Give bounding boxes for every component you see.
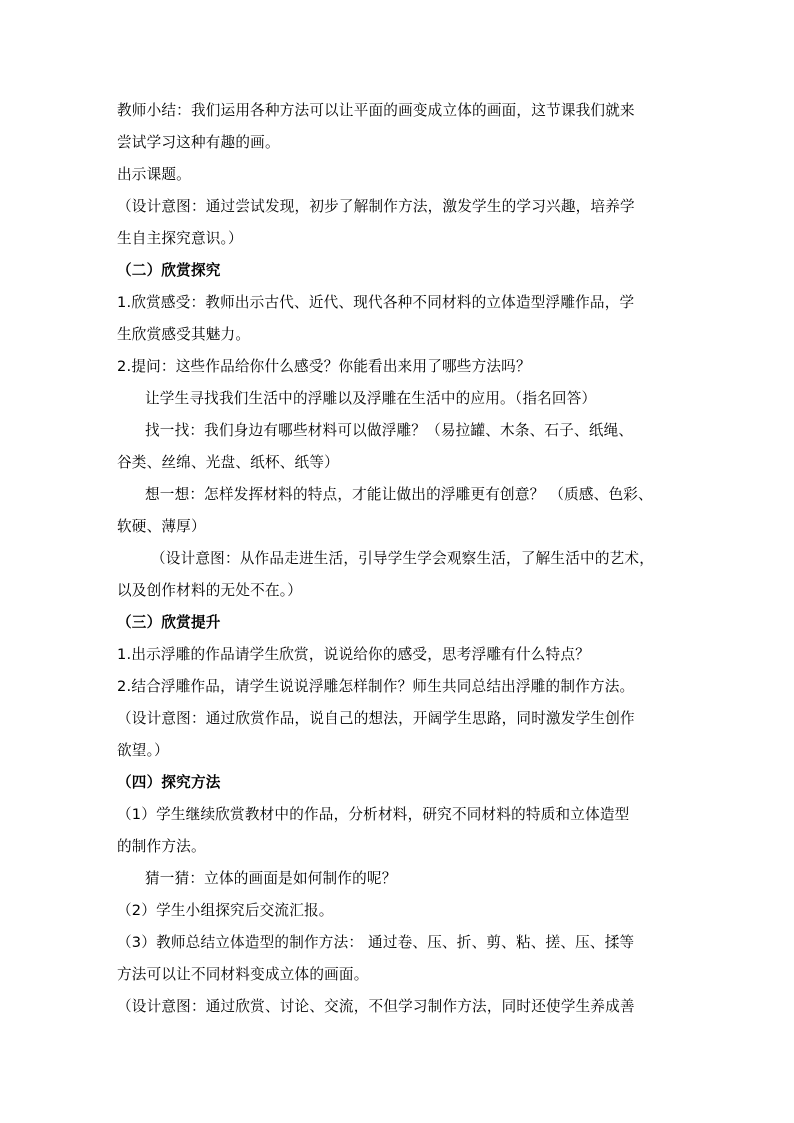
text-line: 教师小结：我们运用各种方法可以让平面的画变成立体的画面，这节课我们就来 bbox=[117, 102, 635, 119]
section-heading: （三）欣赏提升 bbox=[117, 614, 221, 631]
text-line: （3）教师总结立体造型的制作方法： 通过卷、压、折、剪、粘、搓、压、揉等 bbox=[117, 934, 635, 951]
text-line: 的制作方法。 bbox=[117, 838, 206, 855]
text-line: （1）学生继续欣赏教材中的作品，分析材料，研究不同材料的特质和立体造型 bbox=[117, 806, 630, 823]
text-line: 欲望。） bbox=[117, 742, 169, 759]
text-line: 1.欣赏感受：教师出示古代、近代、现代各种不同材料的立体造型浮雕作品，学 bbox=[117, 294, 635, 311]
text-line: 让学生寻找我们生活中的浮雕以及浮雕在生活中的应用。（指名回答） bbox=[145, 390, 597, 407]
text-line: 找一找：我们身边有哪些材料可以做浮雕？（易拉罐、木条、石子、纸绳、 bbox=[145, 422, 634, 439]
text-line: 生欣赏感受其魅力。 bbox=[117, 326, 251, 343]
section-heading: （二）欣赏探究 bbox=[117, 262, 221, 279]
text-line: 2.结合浮雕作品，请学生说说浮雕怎样制作？师生共同总结出浮雕的制作方法。 bbox=[117, 678, 635, 695]
text-line: （设计意图：通过欣赏作品，说自己的想法，开阔学生思路，同时激发学生创作 bbox=[117, 710, 635, 727]
text-line: （设计意图：通过尝试发现，初步了解制作方法，激发学生的学习兴趣，培养学 bbox=[117, 198, 635, 215]
text-line: （设计意图：通过欣赏、讨论、交流，不但学习制作方法，同时还使学生养成善 bbox=[117, 998, 635, 1015]
text-line: 谷类、丝绵、光盘、纸杯、纸等） bbox=[117, 454, 339, 471]
text-line: 想一想：怎样发挥材料的特点，才能让做出的浮雕更有创意？ （质感、色彩、 bbox=[145, 486, 653, 503]
section-heading: （四）探究方法 bbox=[117, 774, 221, 791]
text-line: （2）学生小组探究后交流汇报。 bbox=[117, 902, 334, 919]
text-line: 1.出示浮雕的作品请学生欣赏，说说给你的感受，思考浮雕有什么特点？ bbox=[117, 646, 590, 663]
text-line: 猜一猜：立体的画面是如何制作的呢？ bbox=[145, 870, 397, 887]
text-line: 出示课题。 bbox=[117, 166, 191, 183]
text-line: （设计意图：从作品走进生活，引导学生学会观察生活，了解生活中的艺术， bbox=[151, 550, 654, 567]
text-line: 以及创作材料的无处不在。） bbox=[117, 582, 303, 599]
text-line: 2.提问：这些作品给你什么感受？你能看出来用了哪些方法吗？ bbox=[117, 358, 531, 375]
text-line: 生自主探究意识。） bbox=[117, 230, 243, 247]
text-line: 方法可以让不同材料变成立体的画面。 bbox=[117, 966, 369, 983]
text-line: 尝试学习这种有趣的画。 bbox=[117, 134, 280, 151]
text-line: 软硬、薄厚） bbox=[117, 518, 206, 535]
